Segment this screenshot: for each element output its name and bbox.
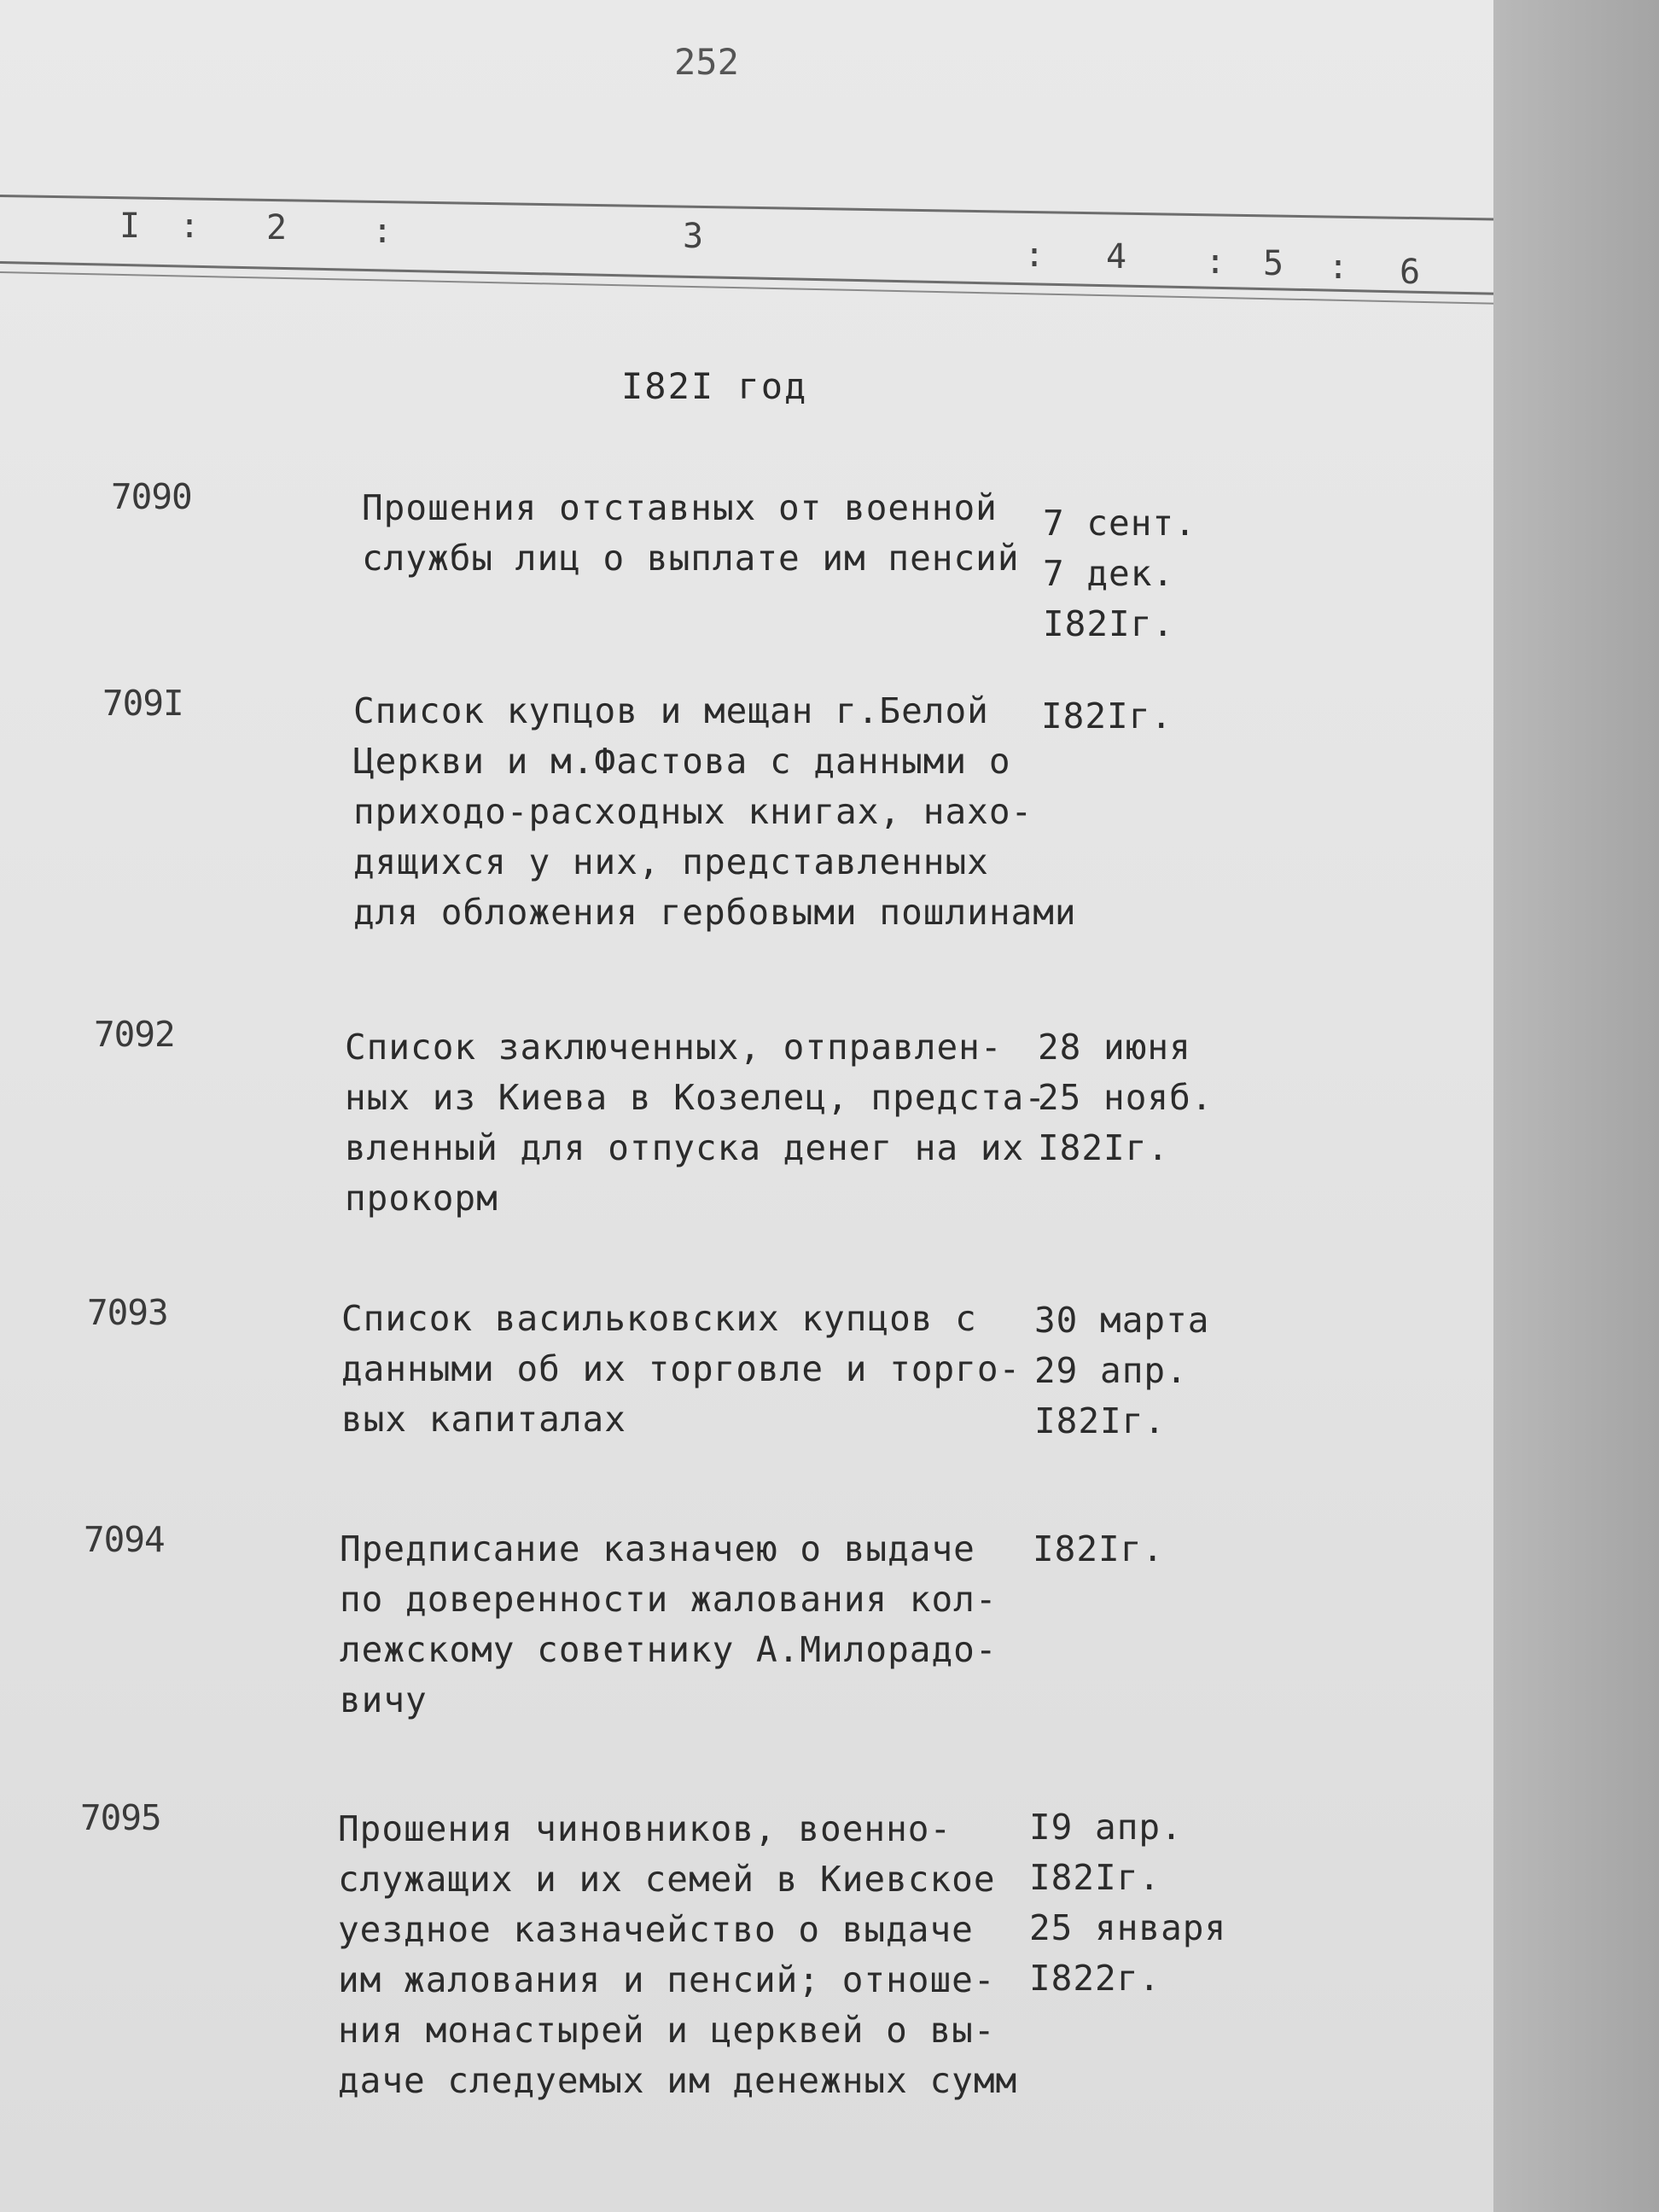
date-line: 7 дек.	[1043, 553, 1175, 594]
description-line: служащих и их семей в Киевское	[338, 1859, 996, 1900]
entry-description	[340, 1524, 1074, 1726]
description-line: лежскому советнику А.Милорадо-	[340, 1629, 998, 1670]
date-line: 28 июня	[1038, 1027, 1191, 1068]
year-heading: I82I год	[621, 365, 808, 407]
entry-description	[338, 1804, 1072, 2106]
date-line: I82Iг.	[1041, 696, 1173, 736]
description-line: прокорм	[345, 1178, 498, 1219]
column-header-2: 2	[266, 208, 288, 247]
description-line: Список купцов и мещан г.Белой	[353, 690, 989, 731]
page-number: 252	[674, 41, 739, 83]
entry-dates	[1043, 498, 1196, 649]
entry-dates	[1033, 1524, 1164, 1575]
description-line: Прошения отставных от военной	[362, 487, 998, 528]
entry-number: 709I	[102, 683, 183, 724]
description-line: данными об их торговле и торго-	[341, 1348, 1022, 1389]
date-line: 25 января	[1029, 1907, 1227, 1948]
column-separator: :	[1205, 242, 1226, 282]
description-line: Прошения чиновников, военно-	[338, 1808, 952, 1849]
column-separator: :	[1024, 236, 1045, 275]
date-line: 29 апр.	[1034, 1350, 1188, 1391]
description-line: даче следуемых им денежных сумм	[338, 2060, 1018, 2101]
page-edge-background	[1493, 0, 1659, 2212]
description-line: Предписание казначею о выдаче	[340, 1528, 975, 1569]
description-line: Церкви и м.Фастова с данными о	[353, 741, 1011, 782]
entry-number: 7094	[84, 1519, 165, 1560]
description-line: ния монастырей и церквей о вы-	[338, 2010, 996, 2051]
column-header-4: 4	[1106, 237, 1127, 276]
description-line: уездное казначейство о выдаче	[338, 1909, 974, 1950]
date-line: I82Iг.	[1038, 1127, 1170, 1168]
entry-dates	[1034, 1295, 1209, 1447]
description-line: вленный для отпуска денег на их	[345, 1127, 1025, 1168]
column-header-3: 3	[683, 217, 704, 256]
entry-description	[345, 1022, 1079, 1224]
column-header-1: I	[119, 207, 141, 246]
description-line: ных из Киева в Козелец, предста-	[345, 1077, 1046, 1118]
description-line: вичу	[340, 1679, 428, 1720]
column-header-5: 5	[1263, 244, 1284, 283]
description-line: вых капиталах	[341, 1399, 626, 1440]
date-line: I9 апр.	[1029, 1807, 1183, 1848]
entry-dates	[1038, 1022, 1213, 1173]
date-line: 7 сент.	[1043, 503, 1196, 544]
description-line: приходо-расходных книгах, нахо-	[353, 791, 1033, 832]
date-line: 30 марта	[1034, 1300, 1210, 1341]
column-separator: :	[372, 212, 393, 251]
column-separator: :	[179, 207, 201, 246]
description-line: Список васильковских купцов с	[341, 1298, 977, 1339]
entry-number: 7093	[87, 1292, 168, 1333]
date-line: I82Iг.	[1034, 1400, 1167, 1441]
entry-number: 7092	[94, 1014, 175, 1055]
date-line: I822г.	[1029, 1958, 1161, 1999]
date-line: 25 нояб.	[1038, 1077, 1214, 1118]
entry-description	[362, 483, 1096, 584]
column-header-6: 6	[1400, 253, 1421, 292]
date-line: I82Iг.	[1043, 603, 1175, 644]
date-line: I82Iг.	[1029, 1857, 1161, 1898]
entry-dates	[1041, 691, 1173, 742]
description-line: службы лиц о выплате им пенсий	[362, 538, 1020, 579]
description-line: им жалования и пенсий; отноше-	[338, 1959, 996, 2000]
description-line: по доверенности жалования кол-	[340, 1579, 998, 1620]
entry-description	[353, 686, 1087, 938]
description-line: для обложения гербовыми пошлинами	[353, 892, 1077, 933]
description-line: Список заключенных, отправлен-	[345, 1027, 1003, 1068]
entry-number: 7095	[80, 1797, 161, 1838]
date-line: I82Iг.	[1033, 1528, 1165, 1569]
entry-number: 7090	[111, 476, 192, 517]
column-separator: :	[1328, 247, 1349, 287]
description-line: дящихся у них, представленных	[353, 841, 989, 882]
header-top-rule	[0, 195, 1502, 221]
entry-description	[341, 1294, 1075, 1445]
entry-dates	[1029, 1802, 1226, 2004]
